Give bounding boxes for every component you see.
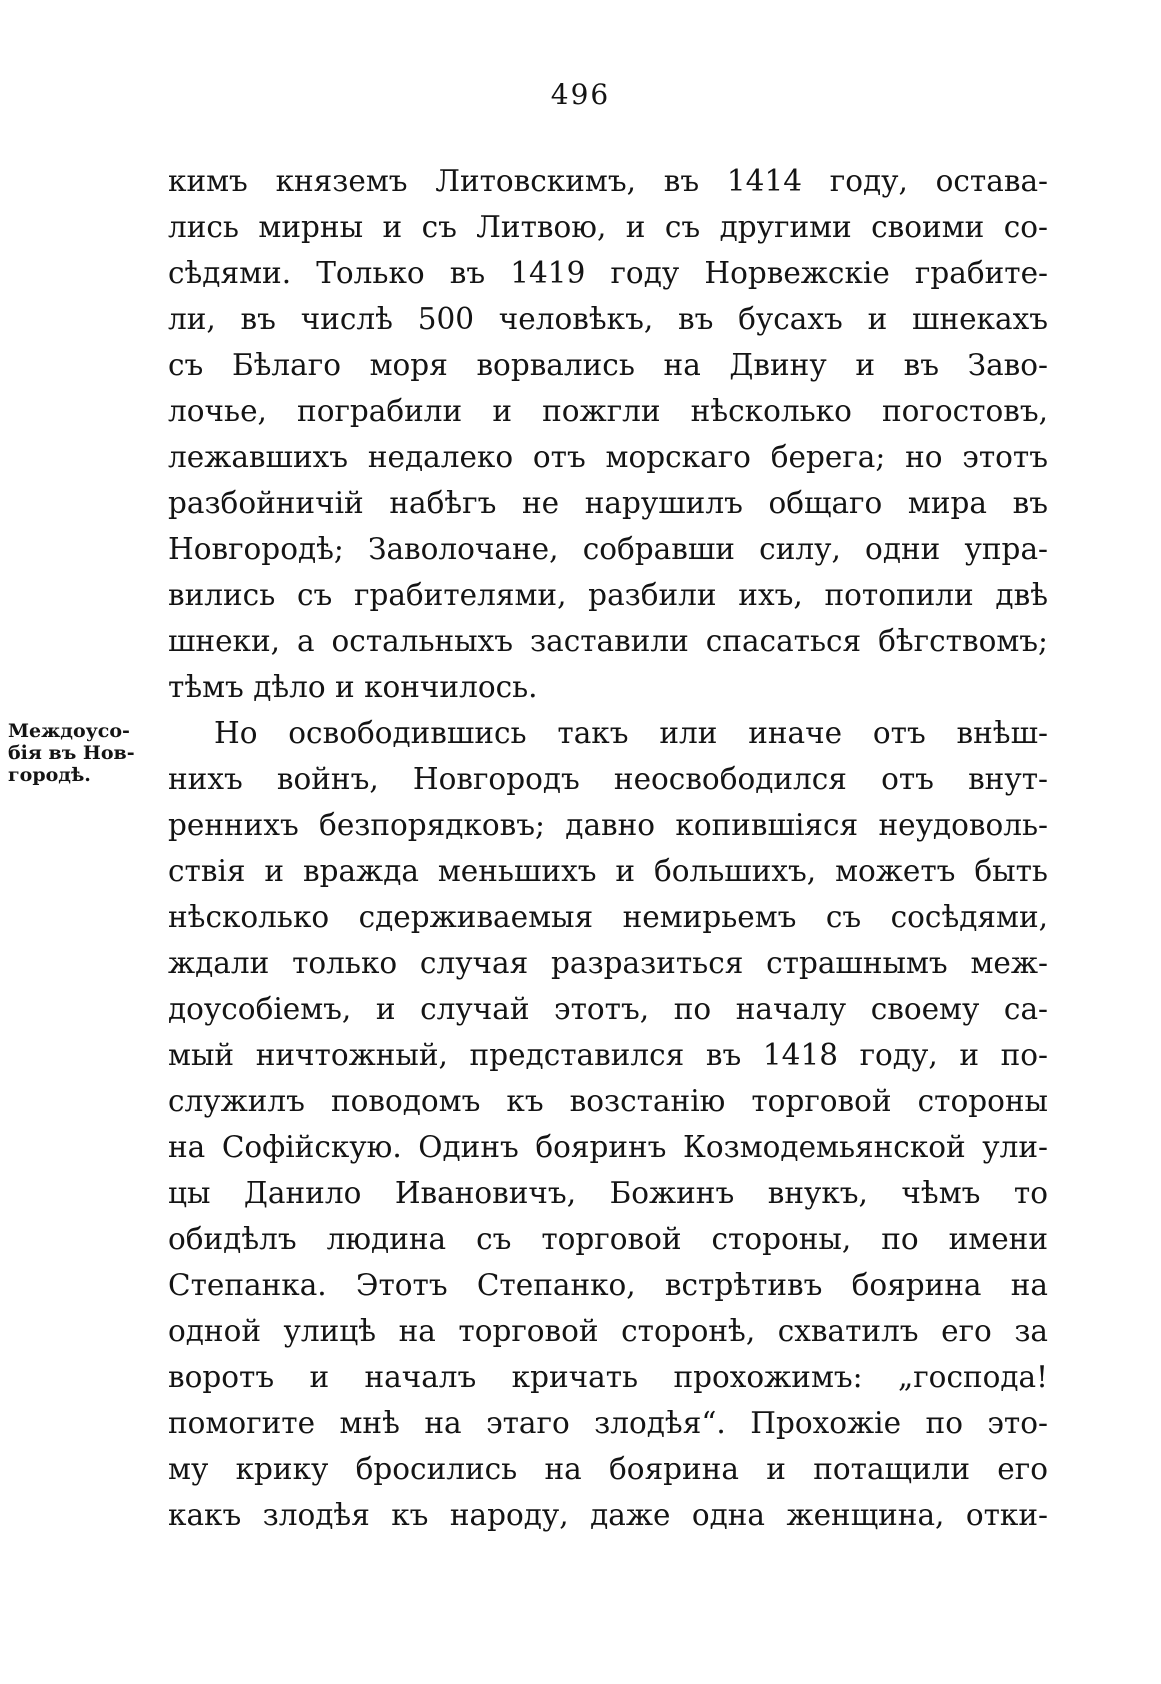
text-line: лись мирны и съ Литвою, и съ другими своими со- <box>168 210 1048 244</box>
text-line: ствія и вражда меньшихъ и большихъ, можетъ быть <box>168 854 1048 888</box>
text-line: мый ничтожный, представился въ 1418 году, и по- <box>168 1038 1048 1072</box>
text-line: цы Данило Ивановичъ, Божинъ внукъ, чѣмъ то <box>168 1176 1048 1210</box>
text-line: служилъ поводомъ къ возстанію торговой стороны <box>168 1084 1048 1118</box>
text-line: помогите мнѣ на этаго злодѣя“. Прохожіе по это- <box>168 1406 1048 1440</box>
margin-note-line: бія въ Нов- <box>8 742 135 764</box>
text-line: разбойничій набѣгъ не нарушилъ общаго мира въ <box>168 486 1048 520</box>
text-line: какъ злодѣя къ народу, даже одна женщина, отки- <box>168 1498 1048 1532</box>
text-line: одной улицѣ на торговой сторонѣ, схватилъ его за <box>168 1314 1048 1348</box>
margin-note <box>8 720 168 786</box>
paragraph-2 <box>168 710 1048 1538</box>
text-line: Но освободившись такъ или иначе отъ внѣш- <box>214 716 1048 750</box>
text-line: обидѣлъ людина съ торговой стороны, по имени <box>168 1222 1048 1256</box>
text-line: нѣсколько сдерживаемыя немирьемъ съ сосѣдями, <box>168 900 1048 934</box>
text-line: ждали только случая разразиться страшнымъ меж- <box>168 946 1048 980</box>
page-number: 496 <box>550 78 611 111</box>
text-line: ли, въ числѣ 500 человѣкъ, въ бусахъ и шнекахъ <box>168 302 1048 336</box>
text-line: му крику бросились на боярина и потащили его <box>168 1452 1048 1486</box>
text-line: нихъ войнъ, Новгородъ неосвободился отъ внут- <box>168 762 1048 796</box>
text-line: Степанка. Этотъ Степанко, встрѣтивъ боярина на <box>168 1268 1048 1302</box>
text-line: лочье, пограбили и пожгли нѣсколько погостовъ, <box>168 394 1048 428</box>
body-text <box>168 158 1048 1538</box>
text-line: тѣмъ дѣло и кончилось. <box>168 670 538 704</box>
text-line: доусобіемъ, и случай этотъ, по началу своему са- <box>168 992 1048 1026</box>
text-line: Новгородѣ; Заволочане, собравши силу, одни упра- <box>168 532 1048 566</box>
text-line: на Софійскую. Одинъ бояринъ Козмодемьянской ули- <box>168 1130 1048 1164</box>
text-line: вились съ грабителями, разбили ихъ, потопили двѣ <box>168 578 1048 612</box>
text-line: кимъ княземъ Литовскимъ, въ 1414 году, остава- <box>168 164 1048 198</box>
text-line: лежавшихъ недалеко отъ морскаго берега; но этотъ <box>168 440 1048 474</box>
text-line: сѣдями. Только въ 1419 году Норвежскіе грабите- <box>168 256 1048 290</box>
text-line: съ Бѣлаго моря ворвались на Двину и въ Заво- <box>168 348 1048 382</box>
margin-note-line: Междоусо- <box>8 720 130 742</box>
text-line: реннихъ безпорядковъ; давно копившіяся неудоволь- <box>168 808 1048 842</box>
margin-note-line: городѣ. <box>8 764 91 786</box>
text-line: шнеки, а остальныхъ заставили спасаться бѣгствомъ; <box>168 624 1048 658</box>
text-line: воротъ и началъ кричать прохожимъ: „господа! <box>168 1360 1048 1394</box>
paragraph-1 <box>168 158 1048 710</box>
